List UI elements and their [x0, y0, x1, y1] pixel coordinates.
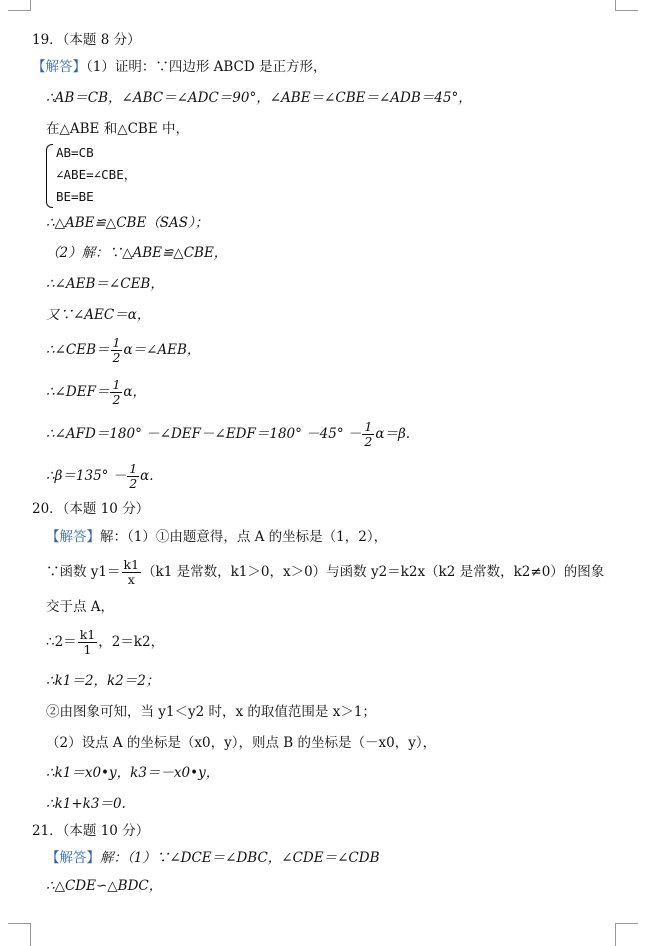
q20-line-7: （2）设点 A 的坐标是（x0，y），则点 B 的坐标是（－x0，y），: [46, 735, 437, 751]
q20-line-3: 交于点 A，: [46, 599, 115, 615]
q19-equation-system: AB=CB ∠ABE=∠CBE， BE=BE: [46, 142, 136, 208]
q19-answer-line-1: 【解答】（1）证明：∵四边形 ABCD 是正方形，: [32, 59, 327, 75]
q20-line-8: ∴k1＝x0•y，k3＝－x0•y，: [46, 765, 220, 781]
fraction-half: $\frac{1}{2}$: [129, 461, 138, 491]
q20-line-4: ∴2＝ $\frac{k1}{1}$ ，2＝k2，: [46, 627, 165, 657]
fraction-half: $\frac{1}{2}$: [364, 419, 373, 449]
q19-line-10: ∴∠AFD＝180° －∠DEF－∠EDF＝180° －45° － $\frac{1}{2}$ α＝β.: [46, 419, 411, 449]
crop-mark-top-right: [615, 0, 638, 11]
fraction-k1-over-1: $\frac{k1}{1}$: [79, 627, 96, 657]
q19-line-11: ∴β＝135° － $\frac{1}{2}$ α.: [46, 461, 154, 491]
q20-line-6: ②由图象可知，当 y1＜y2 时，x 的取值范围是 x＞1；: [46, 704, 376, 720]
q21-answer-line-1: 【解答】解：（1）∵∠DCE＝∠DBC，∠CDE＝∠CDB: [46, 850, 380, 866]
q19-line-7: 又∵∠AEC＝α，: [46, 307, 151, 323]
q20-line-9: ∴k1+k3＝0.: [46, 796, 126, 812]
left-brace: [46, 144, 53, 208]
q21-answer-tag: 【解答】: [46, 850, 100, 866]
q20-header: 20．（本题 10 分）: [32, 501, 150, 517]
fraction-half: $\frac{1}{2}$: [112, 377, 121, 407]
q20-answer-line-1: 【解答】解：（1）①由题意得，点 A 的坐标是（1，2），: [46, 529, 388, 545]
crop-mark-top-left: [8, 0, 31, 11]
q20-answer-tag: 【解答】: [46, 529, 100, 545]
fraction-k1-over-x: $\frac{k1}{x}$: [123, 557, 140, 587]
q19-line-9: ∴∠DEF＝ $\frac{1}{2}$ α，: [46, 377, 147, 407]
q19-line-2: ∴AB＝CB，∠ABC＝∠ADC＝90°，∠ABE＝∠CBE＝∠ADB＝45°，: [46, 90, 472, 106]
q19-line-6: ∴∠AEB＝∠CEB，: [46, 276, 164, 292]
q21-header: 21．（本题 10 分）: [32, 823, 150, 839]
q20-line-2: ∵函数 y1＝ $\frac{k1}{x}$ （k1 是常数，k1＞0，x＞0）与函数 y2＝k2x（k2 是常数，k2≠0）的图象: [46, 557, 605, 587]
q19-line-5: （2）解：∵△ABE≌△CBE，: [46, 245, 228, 261]
crop-mark-bottom-right: [615, 923, 638, 946]
q21-line-2: ∴△CDE∽△BDC，: [46, 878, 163, 894]
crop-mark-bottom-left: [8, 923, 31, 946]
q19-line-8: ∴∠CEB＝ $\frac{1}{2}$ α＝∠AEB，: [46, 335, 201, 365]
q19-line-4: ∴△ABE≌△CBE（SAS）；: [46, 215, 209, 231]
q19-answer-tag: 【解答】: [32, 59, 86, 75]
q20-line-5: ∴k1＝2，k2＝2；: [46, 673, 160, 689]
q19-line-3: 在△ABE 和△CBE 中，: [46, 121, 189, 137]
q19-header: 19．（本题 8 分）: [32, 32, 141, 48]
fraction-half: $\frac{1}{2}$: [112, 335, 121, 365]
